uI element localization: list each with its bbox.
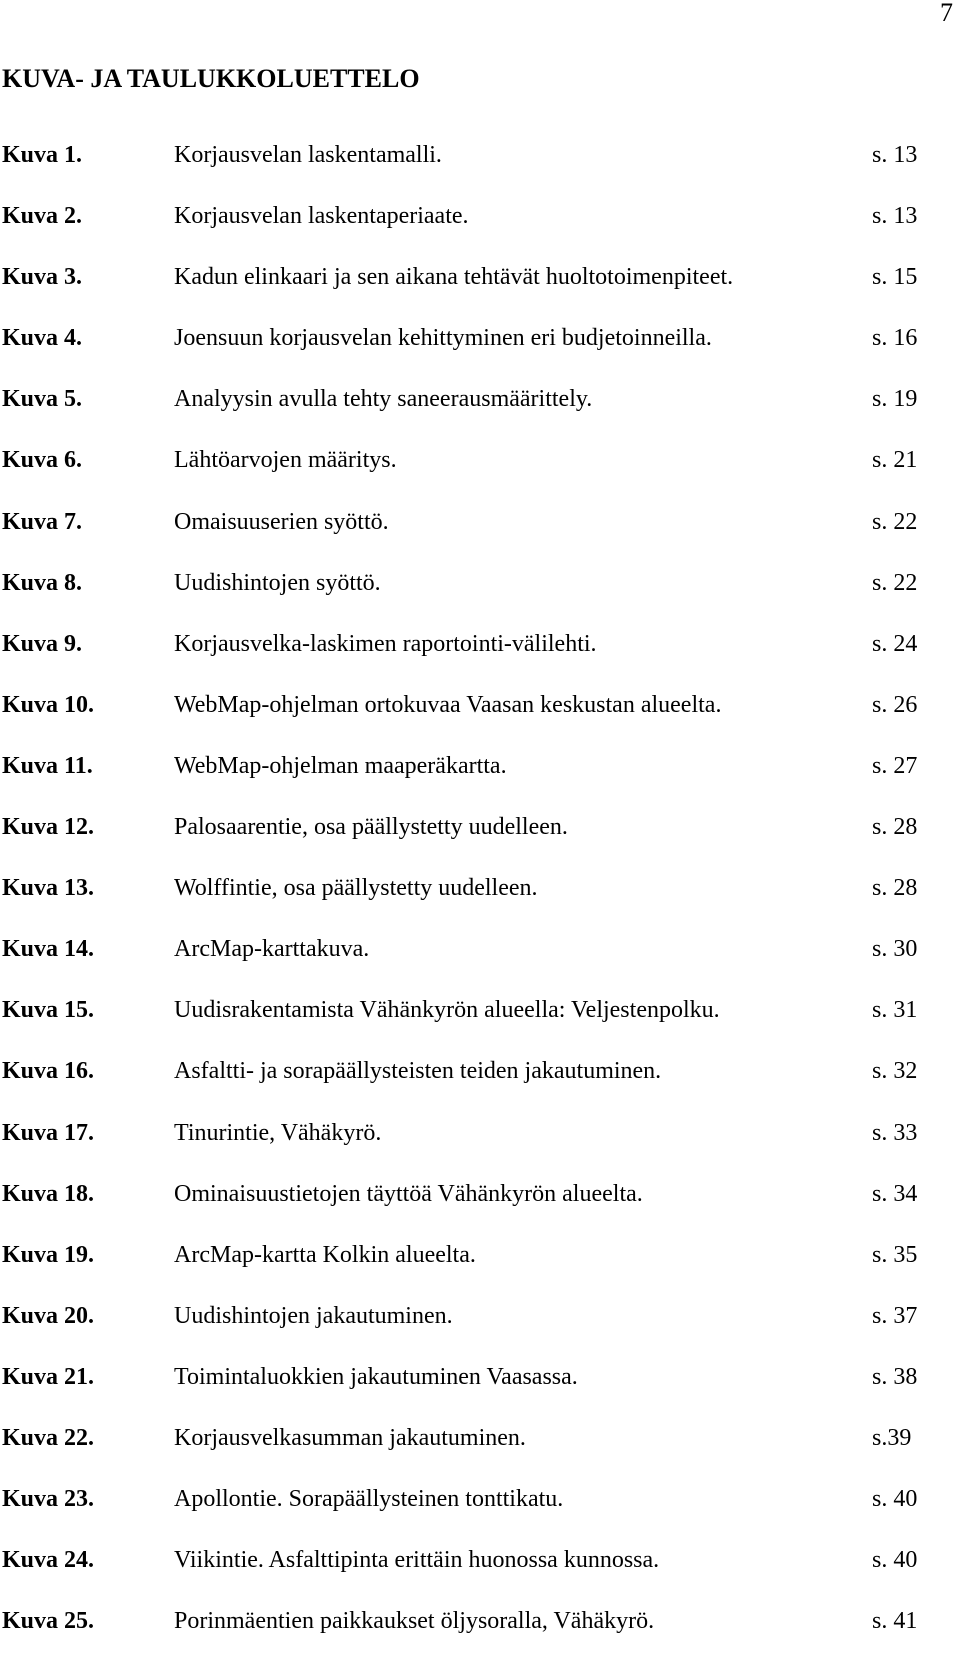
figure-page-ref: s. 28 [872, 814, 918, 841]
list-item [0, 688, 960, 749]
figure-page-ref: s. 16 [872, 325, 918, 352]
figure-title: ArcMap-kartta Kolkin alueelta. [174, 1241, 476, 1268]
figure-label: Kuva 11. [2, 752, 93, 779]
figure-title: WebMap-ohjelman ortokuvaa Vaasan keskustan alueelta. [174, 691, 722, 718]
figure-label: Kuva 24. [2, 1547, 95, 1574]
figure-page-ref: s. 22 [872, 508, 918, 535]
figure-page-ref: s. 15 [872, 264, 918, 291]
figure-page-ref: s. 21 [872, 447, 918, 474]
figure-label: Kuva 13. [2, 875, 95, 902]
figure-label: Kuva 18. [2, 1180, 95, 1207]
figure-title: Apollontie. Sorapäällysteinen tonttikatu. [174, 1486, 564, 1513]
list-item [0, 382, 960, 443]
list-item [0, 932, 960, 993]
figure-title: Toimintaluokkien jakautuminen Vaasassa. [174, 1363, 578, 1390]
figure-title: Lähtöarvojen määritys. [174, 447, 397, 474]
figure-page-ref: s. 22 [872, 569, 918, 596]
figure-label: Kuva 15. [2, 997, 95, 1024]
list-item [0, 993, 960, 1054]
figure-label: Kuva 1. [2, 142, 83, 168]
figure-title: Korjausvelka-laskimen raportointi-välilehti. [174, 630, 597, 657]
list-item [0, 1299, 960, 1360]
figure-page-ref: s. 35 [872, 1241, 918, 1268]
figure-title: Asfaltti- ja sorapäällysteisten teiden jakautuminen. [174, 1058, 662, 1085]
figure-label: Kuva 20. [2, 1302, 95, 1329]
figure-page-ref: s. 30 [872, 936, 918, 963]
figure-page-ref: s. 19 [872, 386, 918, 413]
figure-title: Korjausvelan laskentaperiaate. [174, 203, 469, 230]
figure-title: Korjausvelan laskentamalli. [174, 142, 442, 168]
figure-page-ref: s. 28 [872, 875, 918, 902]
list-item [0, 1421, 960, 1482]
page-number: 7 [940, 0, 953, 27]
figure-page-ref: s. 24 [872, 630, 918, 657]
figure-title: Uudishintojen syöttö. [174, 569, 381, 596]
figure-label: Kuva 10. [2, 691, 95, 718]
figure-label: Kuva 22. [2, 1424, 95, 1451]
figure-label: Kuva 2. [2, 203, 83, 230]
figure-title: Uudisrakentamista Vähänkyrön alueella: Veljestenpolku. [174, 997, 720, 1024]
figure-title: Tinurintie, Vähäkyrö. [174, 1119, 382, 1146]
figure-title: Omaisuuserien syöttö. [174, 508, 389, 535]
figure-title: Viikintie. Asfalttipinta erittäin huonossa kunnossa. [174, 1547, 660, 1574]
figure-title: Kadun elinkaari ja sen aikana tehtävät huoltotoimenpiteet. [174, 264, 734, 291]
figure-label: Kuva 21. [2, 1363, 95, 1390]
figure-label: Kuva 17. [2, 1119, 95, 1146]
list-item [0, 810, 960, 871]
figure-page-ref: s. 37 [872, 1302, 918, 1329]
figure-page-ref: s. 13 [872, 203, 918, 230]
list-item [0, 871, 960, 932]
list-item [0, 1604, 960, 1665]
figure-title: Porinmäentien paikkaukset öljysoralla, Vähäkyrö. [174, 1608, 655, 1635]
list-item [0, 627, 960, 688]
figure-title: Palosaarentie, osa päällystetty uudelleen. [174, 814, 568, 841]
list-item [0, 1238, 960, 1299]
figure-label: Kuva 12. [2, 814, 95, 841]
list-heading: KUVA- JA TAULUKKOLUETTELO [2, 64, 420, 93]
figure-page-ref: s. 40 [872, 1547, 918, 1574]
list-item [0, 1360, 960, 1421]
list-item [0, 1177, 960, 1238]
figure-page-ref: s. 31 [872, 997, 918, 1024]
figure-label: Kuva 14. [2, 936, 95, 963]
figure-title: Ominaisuustietojen täyttöä Vähänkyrön alueelta. [174, 1180, 643, 1207]
figure-title: WebMap-ohjelman maaperäkartta. [174, 752, 507, 779]
figure-page-ref: s. 26 [872, 691, 918, 718]
figure-page-ref: s. 13 [872, 142, 918, 168]
figure-title: Joensuun korjausvelan kehittyminen eri budjetoinneilla. [174, 325, 712, 352]
figure-label: Kuva 9. [2, 630, 83, 657]
list-item [0, 260, 960, 321]
figure-title: Korjausvelkasumman jakautuminen. [174, 1424, 526, 1451]
figure-page-ref: s. 34 [872, 1180, 918, 1207]
figure-label: Kuva 23. [2, 1486, 95, 1513]
list-item [0, 321, 960, 382]
figure-page-ref: s. 41 [872, 1608, 918, 1635]
figure-title: Uudishintojen jakautuminen. [174, 1302, 453, 1329]
list-item [0, 1054, 960, 1115]
figure-title: Analyysin avulla tehty saneerausmäärittely. [174, 386, 593, 413]
figure-page-ref: s. 27 [872, 752, 918, 779]
figure-label: Kuva 16. [2, 1058, 95, 1085]
figure-label: Kuva 3. [2, 264, 83, 291]
figure-list [0, 138, 960, 1665]
list-item [0, 443, 960, 504]
figure-title: ArcMap-karttakuva. [174, 936, 370, 963]
figure-label: Kuva 4. [2, 325, 83, 352]
figure-label: Kuva 6. [2, 447, 83, 474]
list-item [0, 505, 960, 566]
figure-label: Kuva 19. [2, 1241, 95, 1268]
figure-label: Kuva 5. [2, 386, 83, 413]
figure-page-ref: s. 33 [872, 1119, 918, 1146]
figure-page-ref: s. 40 [872, 1486, 918, 1513]
figure-page-ref: s. 38 [872, 1363, 918, 1390]
figure-title: Wolffintie, osa päällystetty uudelleen. [174, 875, 538, 902]
list-item [0, 199, 960, 260]
list-item [0, 566, 960, 627]
figure-page-ref: s.39 [872, 1424, 912, 1451]
list-item [0, 749, 960, 810]
figure-label: Kuva 7. [2, 508, 83, 535]
figure-label: Kuva 8. [2, 569, 83, 596]
figure-label: Kuva 25. [2, 1608, 95, 1635]
list-item [0, 1116, 960, 1177]
list-item [0, 1543, 960, 1604]
list-item [0, 138, 960, 199]
list-item [0, 1482, 960, 1543]
figure-page-ref: s. 32 [872, 1058, 918, 1085]
